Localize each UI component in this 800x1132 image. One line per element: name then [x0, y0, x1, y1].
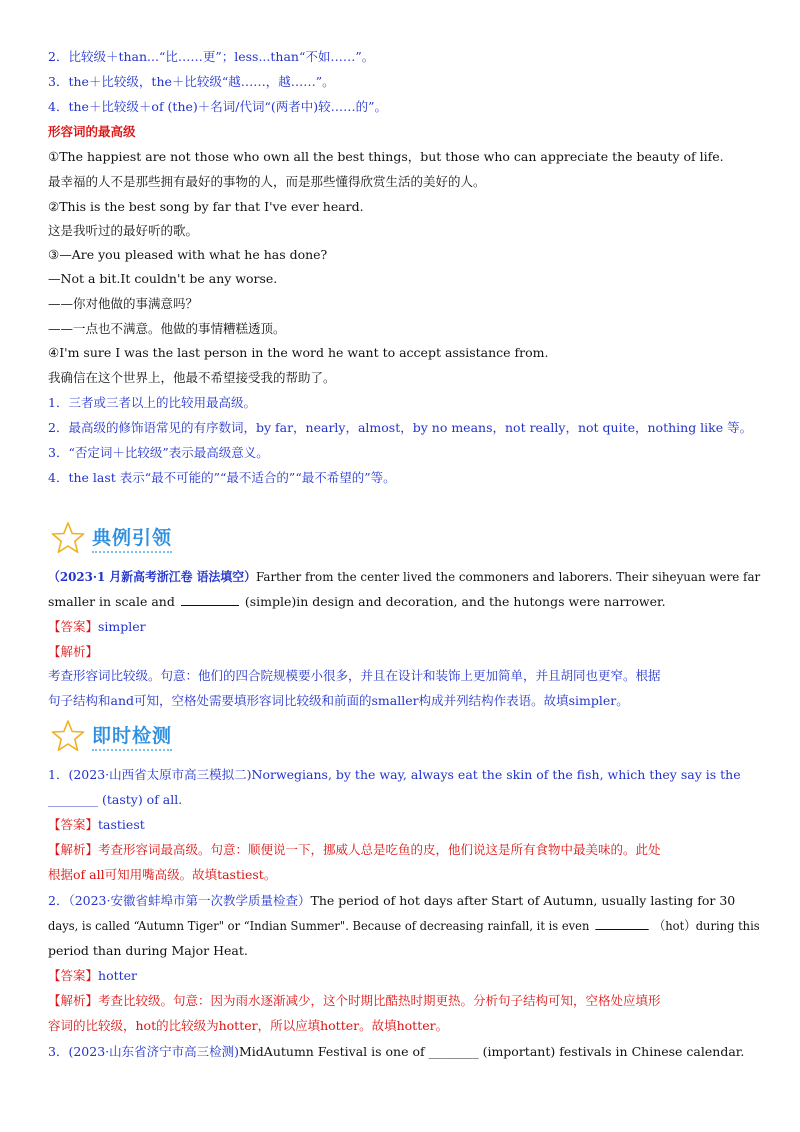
superlative-title: 形容词的最高级 [48, 124, 136, 139]
q2-line-1 [48, 892, 735, 910]
answer-label: 【答案】 [48, 619, 99, 634]
example-text-2b: (simple)in design and decoration, and the hutongs were narrower. [244, 594, 666, 609]
section-heading-examples [50, 520, 172, 556]
analysis-label: 【解析】 [48, 644, 99, 659]
answer-value: tastiest [98, 817, 145, 832]
superlative-rule-4: 4．the last 表示“最不可能的”“最不适合的”“最不希望的”等。 [48, 470, 396, 485]
q2-analysis-1: 【解析】考查比较级。句意：因为雨水逐渐减少，这个时期比酷热时期更热。分析句子结构可知，空格处应填形 [48, 993, 661, 1008]
q2-answer-line [48, 967, 137, 985]
q2-text-2b: （hot）during this [653, 918, 760, 933]
example-answer-line [48, 618, 146, 636]
superlative-rule-2: 2．最高级的修饰语常见的有序数词，by far，nearly，almost，by no means，not really，not quite，nothing like 等。 [48, 420, 753, 435]
q2-line-2 [48, 917, 760, 935]
q1-number: 1． [48, 767, 69, 782]
q3-text: MidAutumn Festival is one of ________ (important) festivals in Chinese calendar. [239, 1044, 745, 1059]
q1-analysis-1: 【解析】考查形容词最高级。句意：顺便说一下，挪威人总是吃鱼的皮，他们说这是所有食物中最美味的。此处 [48, 842, 661, 857]
q1-source: (2023·山西省太原市高三模拟二) [68, 767, 252, 782]
example-text-1: Farther from the center lived the commoners and laborers. Their siheyuan were far [255, 569, 761, 584]
superlative-rule-3: 3．“否定词＋比较级”表示最高级意义。 [48, 445, 269, 460]
q2-text-2a: days, is called “Autumn Tiger" or “Indian Summer". Because of decreasing rainfall, it is even [48, 918, 590, 933]
section-heading-check [50, 718, 172, 754]
example-question-line-2 [48, 593, 666, 611]
q1-answer-line [48, 816, 145, 834]
q3-line-1 [48, 1043, 744, 1061]
comparative-rule-2: 2．比较级＋than...“比……更”；less...than“不如……”。 [48, 49, 375, 64]
example-translation-3a: ——你对他做的事满意吗？ [48, 296, 199, 311]
star-outline-icon [50, 718, 86, 754]
answer-label: 【答案】 [48, 968, 99, 983]
section-title: 典例引领 [92, 523, 172, 553]
example-sentence-4: ④I'm sure I was the last person in the word he want to accept assistance from. [48, 345, 549, 360]
example-translation-2: 这是我听过的最好听的歌。 [48, 223, 199, 238]
example-translation-1: 最幸福的人不是那些拥有最好的事物的人，而是那些懂得欣赏生活的美好的人。 [48, 174, 486, 189]
q3-number: 3． [48, 1044, 69, 1059]
example-analysis-1: 考查形容词比较级。句意：他们的四合院规模要小很多，并且在设计和装饰上更加简单，并且胡同也更窄。根据 [48, 668, 661, 683]
q2-analysis-2: 容词的比较级，hot的比较级为hotter，所以应填hotter。故填hotter。 [48, 1018, 449, 1033]
q2-text-1: The period of hot days after Start of Autumn, usually lasting for 30 [310, 893, 736, 908]
answer-blank[interactable] [181, 593, 239, 606]
q1-analysis-2: 根据of all可知用嘴高级。故填tastiest。 [48, 867, 277, 882]
example-sentence-2: ②This is the best song by far that I've ever heard. [48, 199, 364, 214]
example-source: （2023·1 月新高考浙江卷 语法填空） [48, 569, 256, 584]
q2-text-3: period than during Major Heat. [48, 943, 248, 958]
answer-blank[interactable] [595, 917, 648, 930]
q3-source: (2023·山东省济宁市高三检测) [68, 1044, 239, 1059]
example-sentence-3a: ③—Are you pleased with what he has done? [48, 247, 328, 262]
q1-text-2: ________ (tasty) of all. [48, 792, 183, 807]
star-outline-icon [50, 520, 86, 556]
comparative-rule-4: 4．the＋比较级＋of (the)＋名词/代词“(两者中)较……的”。 [48, 99, 388, 114]
q1-text-1: Norwegians, by the way, always eat the skin of the fish, which they say is the [251, 767, 741, 782]
q2-number: 2． [48, 893, 69, 908]
example-sentence-1: ①The happiest are not those who own all the best things，but those who can appreciate the beauty of life. [48, 149, 724, 164]
example-analysis-2: 句子结构和and可知，空格处需要填形容词比较级和前面的smaller构成并列结构作表语。故填simpler。 [48, 693, 629, 708]
example-text-2a: smaller in scale and [48, 594, 175, 609]
answer-label: 【答案】 [48, 817, 99, 832]
example-translation-3b: ——一点也不满意。他做的事情糟糕透顶。 [48, 321, 286, 336]
superlative-rule-1: 1．三者或三者以上的比较用最高级。 [48, 395, 256, 410]
answer-value: hotter [98, 968, 138, 983]
answer-value: simpler [98, 619, 146, 634]
example-sentence-3b: —Not a bit.It couldn't be any worse. [48, 271, 278, 286]
q2-source: （2023·安徽省蚌埠市第一次教学质量检查） [68, 893, 311, 908]
section-title: 即时检测 [92, 721, 172, 751]
example-question-line-1 [48, 568, 760, 586]
comparative-rule-3: 3．the＋比较级，the＋比较级“越……，越……”。 [48, 74, 335, 89]
q1-line-1 [48, 766, 741, 784]
example-translation-4: 我确信在这个世界上，他最不希望接受我的帮助了。 [48, 370, 336, 385]
